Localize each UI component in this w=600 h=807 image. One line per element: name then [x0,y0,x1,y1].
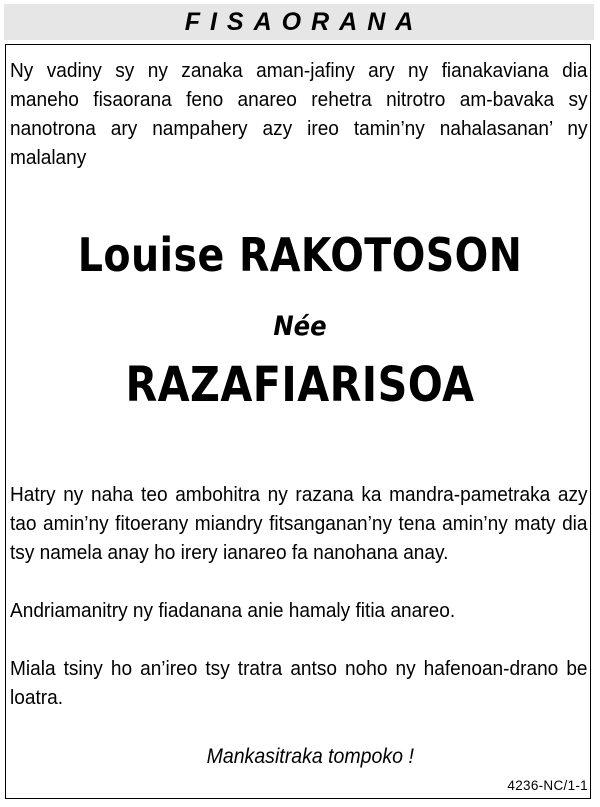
maiden-name: RAZAFIARISOA [125,357,475,413]
closing-line: Mankasitraka tompoko ! [206,745,414,768]
body-paragraph: Andriamanitry ny fiadanana anie hamaly fitia anareo. [10,599,456,622]
notice-title: FISAORANA [184,7,424,36]
deceased-name: Louise RAKOTOSON [77,228,523,282]
reference-code: 4236-NC/1-1 [507,778,588,793]
nee-label: Née [273,311,327,342]
header-bar [4,4,594,40]
body-paragraph: Hatry ny naha teo ambohitra ny razana ka mandra-pametraka azy tao amin’ny fitoerany miandry fitsanganan’ny tena amin’ny maty dia tsy namela anay ho irery ianareo fa nanohana anay. [10,483,588,564]
body-paragraph: Miala tsiny ho an’ireo tsy tratra antso noho ny hafenoan-drano be loatra. [10,657,588,709]
intro-paragraph: Ny vadiny sy ny zanaka aman-jafiny ary ny fianakaviana dia maneho fisaorana feno anareo rehetra nitrotro am-bavaka sy nanotrona ary nampahery azy ireo tamin’ny nahalasanan’ ny malalany [10,59,588,169]
